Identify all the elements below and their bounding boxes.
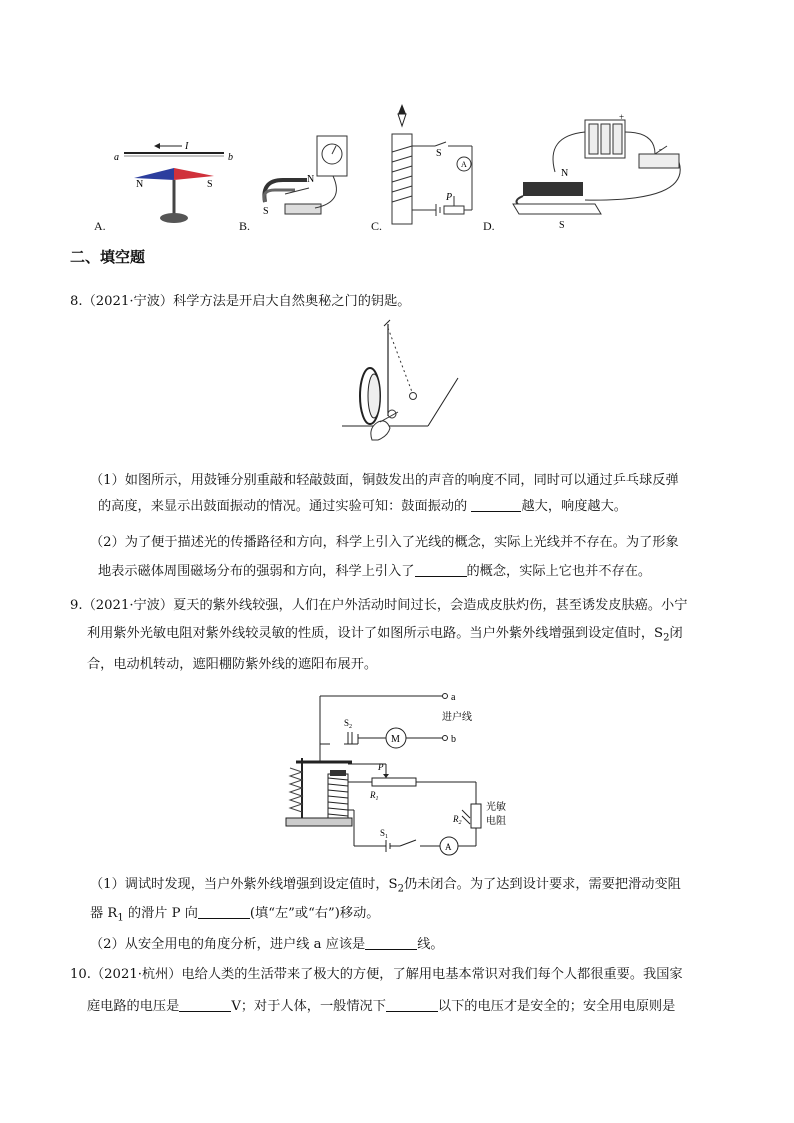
answer-blank[interactable]: [198, 904, 250, 919]
option-a-label: A.: [94, 219, 106, 233]
q9-part1-line2: [90, 904, 379, 929]
q8-part2-text-b: 的概念，实际上它也并不存在。: [466, 564, 652, 579]
answer-blank[interactable]: [471, 497, 521, 512]
answer-blank[interactable]: [415, 562, 467, 577]
north-pole-label: N: [136, 179, 144, 190]
figure-b-generator: [255, 132, 365, 228]
figure-c-electromagnet: [380, 100, 480, 230]
slider-p-label: P: [378, 762, 384, 772]
option-d-label: D.: [483, 219, 495, 233]
q9-line2-end: 闭: [669, 626, 683, 641]
q10-text-a: 庭电路的电压是: [87, 999, 180, 1014]
answer-blank[interactable]: [179, 997, 231, 1012]
q9-part2-text-b: 线。: [417, 937, 444, 952]
figure-d-electromagnet-battery: [505, 112, 695, 232]
battery-minus-label: -: [659, 144, 662, 154]
subscript: 1: [117, 912, 124, 924]
magnet-north-label: N: [561, 168, 569, 179]
rheostat-r1-label: $R_1$: [370, 790, 379, 802]
subscript: 2: [397, 883, 404, 895]
q8-part2-line2: [98, 562, 651, 582]
q10-text-b: V；对于人体，一般情况下: [231, 999, 386, 1014]
option-c-label: C.: [371, 219, 383, 233]
photoresistor-text-1: 光敏: [486, 802, 506, 813]
ammeter-label: A: [461, 160, 467, 169]
q9-part1-text-a: （1）调试时发现，当户外紫外线增强到设定值时，S: [90, 877, 398, 892]
figure-circuit-diagram: [282, 682, 512, 858]
q10-text-c: 以下的电压才是安全的；安全用电原则是: [437, 999, 676, 1014]
option-b-label: B.: [239, 219, 251, 233]
end-b-label: b: [228, 152, 233, 163]
q9-part1-text-b: 仍未闭合。为了达到设计要求，需要把滑动变阻: [403, 877, 681, 892]
q9-line2-text: 利用紫外光敏电阻对紫外线较灵敏的性质，设计了如图所示电路。当户外紫外线增强到设定值时，S: [87, 626, 664, 641]
q9-part1-text-c: 器 R: [90, 906, 118, 921]
q9-part2-text-a: （2）从安全用电的角度分析，进户线 a 应该是: [90, 937, 366, 952]
answer-blank[interactable]: [365, 935, 417, 950]
figure-drum-experiment: [338, 316, 468, 446]
photoresistor-r2-label: $R_2$: [453, 814, 462, 826]
current-label: I: [185, 141, 189, 152]
q9-part1-text-e: (填“左”或“右”)移动。: [249, 906, 380, 921]
photoresistor-text-2: 电阻: [486, 816, 506, 827]
magnet-south-label: S: [263, 206, 269, 217]
battery-plus-label: +: [619, 112, 625, 122]
q8-part1-text-b: 越大，响度越大。: [521, 499, 627, 514]
answer-blank[interactable]: [386, 997, 438, 1012]
motor-label: M: [391, 734, 400, 745]
terminal-b-label: b: [451, 734, 456, 745]
q9-line1: 9.（2021·宁波）夏天的紫外线较强，人们在户外活动时间过长，会造成皮肤灼伤，甚至诱发皮肤癌。小宁: [70, 598, 688, 613]
terminal-a-label: a: [451, 692, 456, 703]
q10-line2: [87, 997, 675, 1017]
entry-line-label: 进户线: [442, 712, 472, 723]
subscript: 2: [663, 632, 670, 644]
q9-part1-text-d: 的滑片 P 向: [123, 906, 198, 921]
switch-label: S: [436, 148, 442, 159]
ammeter-label: A: [445, 842, 452, 852]
q8-part2-text-a: 地表示磁体周围磁场分布的强弱和方向，科学上引入了: [98, 564, 415, 579]
magnet-south-label: S: [559, 220, 565, 231]
end-a-label: a: [114, 152, 119, 163]
q8-stem: 8.（2021·宁波）科学方法是开启大自然奥秘之门的钥匙。: [70, 294, 411, 309]
figure-a-compass: [112, 138, 242, 228]
q9-line2: [87, 624, 683, 649]
q8-part2-line1: （2）为了便于描述光的传播路径和方向，科学上引入了光线的概念，实际上光线并不存在。为了形象: [90, 535, 679, 550]
q8-part1-line2: [98, 497, 627, 517]
section-title: 二、填空题: [70, 248, 146, 266]
south-pole-label: S: [207, 179, 213, 190]
q9-part2: [90, 935, 444, 955]
slider-label: P: [446, 192, 453, 203]
q9-line3: 合，电动机转动，遮阳棚防紫外线的遮阳布展开。: [87, 657, 378, 672]
q9-part1-line1: [90, 875, 681, 900]
q10-line1: 10.（2021·杭州）电给人类的生活带来了极大的方便，了解用电基本常识对我们每个人都很重要。我国家: [70, 967, 683, 982]
switch-s2-label: $S_2$: [344, 718, 353, 730]
q8-part1-line1: （1）如图所示，用鼓锤分别重敲和轻敲鼓面，铜鼓发出的声音的响度不同，同时可以通过乒乓球反弹: [90, 473, 679, 488]
q8-part1-text-a: 的高度，来显示出鼓面振动的情况。通过实验可知：鼓面振动的: [98, 499, 472, 514]
magnet-north-label: N: [307, 174, 315, 185]
switch-s1-label: $S_1$: [380, 828, 389, 840]
